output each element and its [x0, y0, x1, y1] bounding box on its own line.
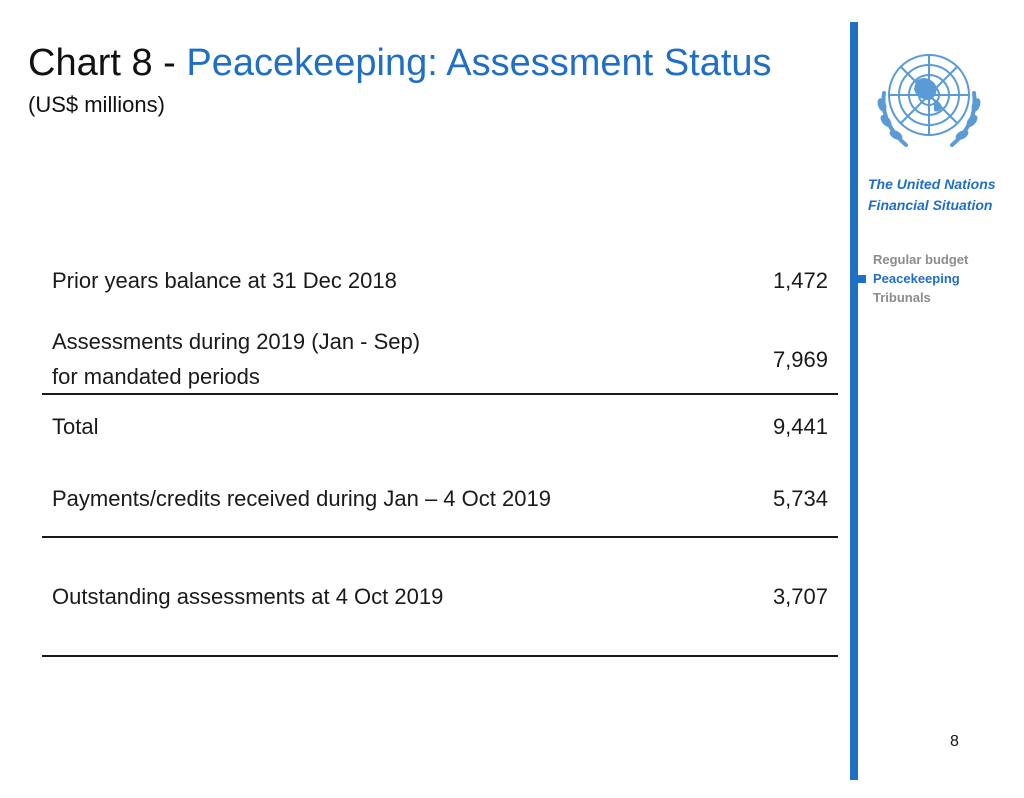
- page-title: [28, 40, 772, 86]
- organization-label: [868, 174, 996, 216]
- org-line-2: Financial Situation: [868, 197, 993, 213]
- page-subtitle: (US$ millions): [28, 92, 165, 117]
- accent-divider: [850, 22, 858, 780]
- row-label-line-2: for mandated periods: [52, 364, 260, 389]
- row-value: 9,441: [772, 414, 828, 439]
- nav-item-peacekeeping[interactable]: [873, 269, 968, 288]
- nav-item-regular-budget[interactable]: Regular budget: [873, 252, 969, 267]
- divider-line: [42, 655, 838, 657]
- row-value: 7,969: [772, 347, 828, 372]
- title-block: [28, 40, 772, 118]
- section-nav: [873, 250, 968, 307]
- nav-item-tribunals[interactable]: Tribunals: [873, 290, 931, 305]
- page-number: 8: [950, 733, 959, 750]
- row-label: Assessments during 2019 (Jan - Sep): [52, 329, 421, 354]
- row-label: Total: [52, 414, 99, 439]
- title-main: Peacekeeping: Assessment Status: [186, 42, 772, 84]
- row-label: Outstanding assessments at 4 Oct 2019: [52, 584, 444, 609]
- row-value: 5,734: [772, 486, 828, 511]
- un-emblem-icon: [868, 47, 990, 157]
- divider-line: [42, 393, 838, 395]
- row-label: Payments/credits received during Jan – 4 Oct 2019: [52, 486, 551, 511]
- row-value: 3,707: [772, 584, 828, 609]
- title-prefix: Chart 8 -: [28, 42, 187, 84]
- divider-line: [42, 536, 838, 538]
- active-marker-icon: [858, 275, 866, 283]
- nav-item-label: Peacekeeping: [873, 271, 960, 286]
- org-line-1: The United Nations: [868, 176, 996, 192]
- row-value: 1,472: [772, 268, 828, 293]
- row-label: Prior years balance at 31 Dec 2018: [52, 268, 397, 293]
